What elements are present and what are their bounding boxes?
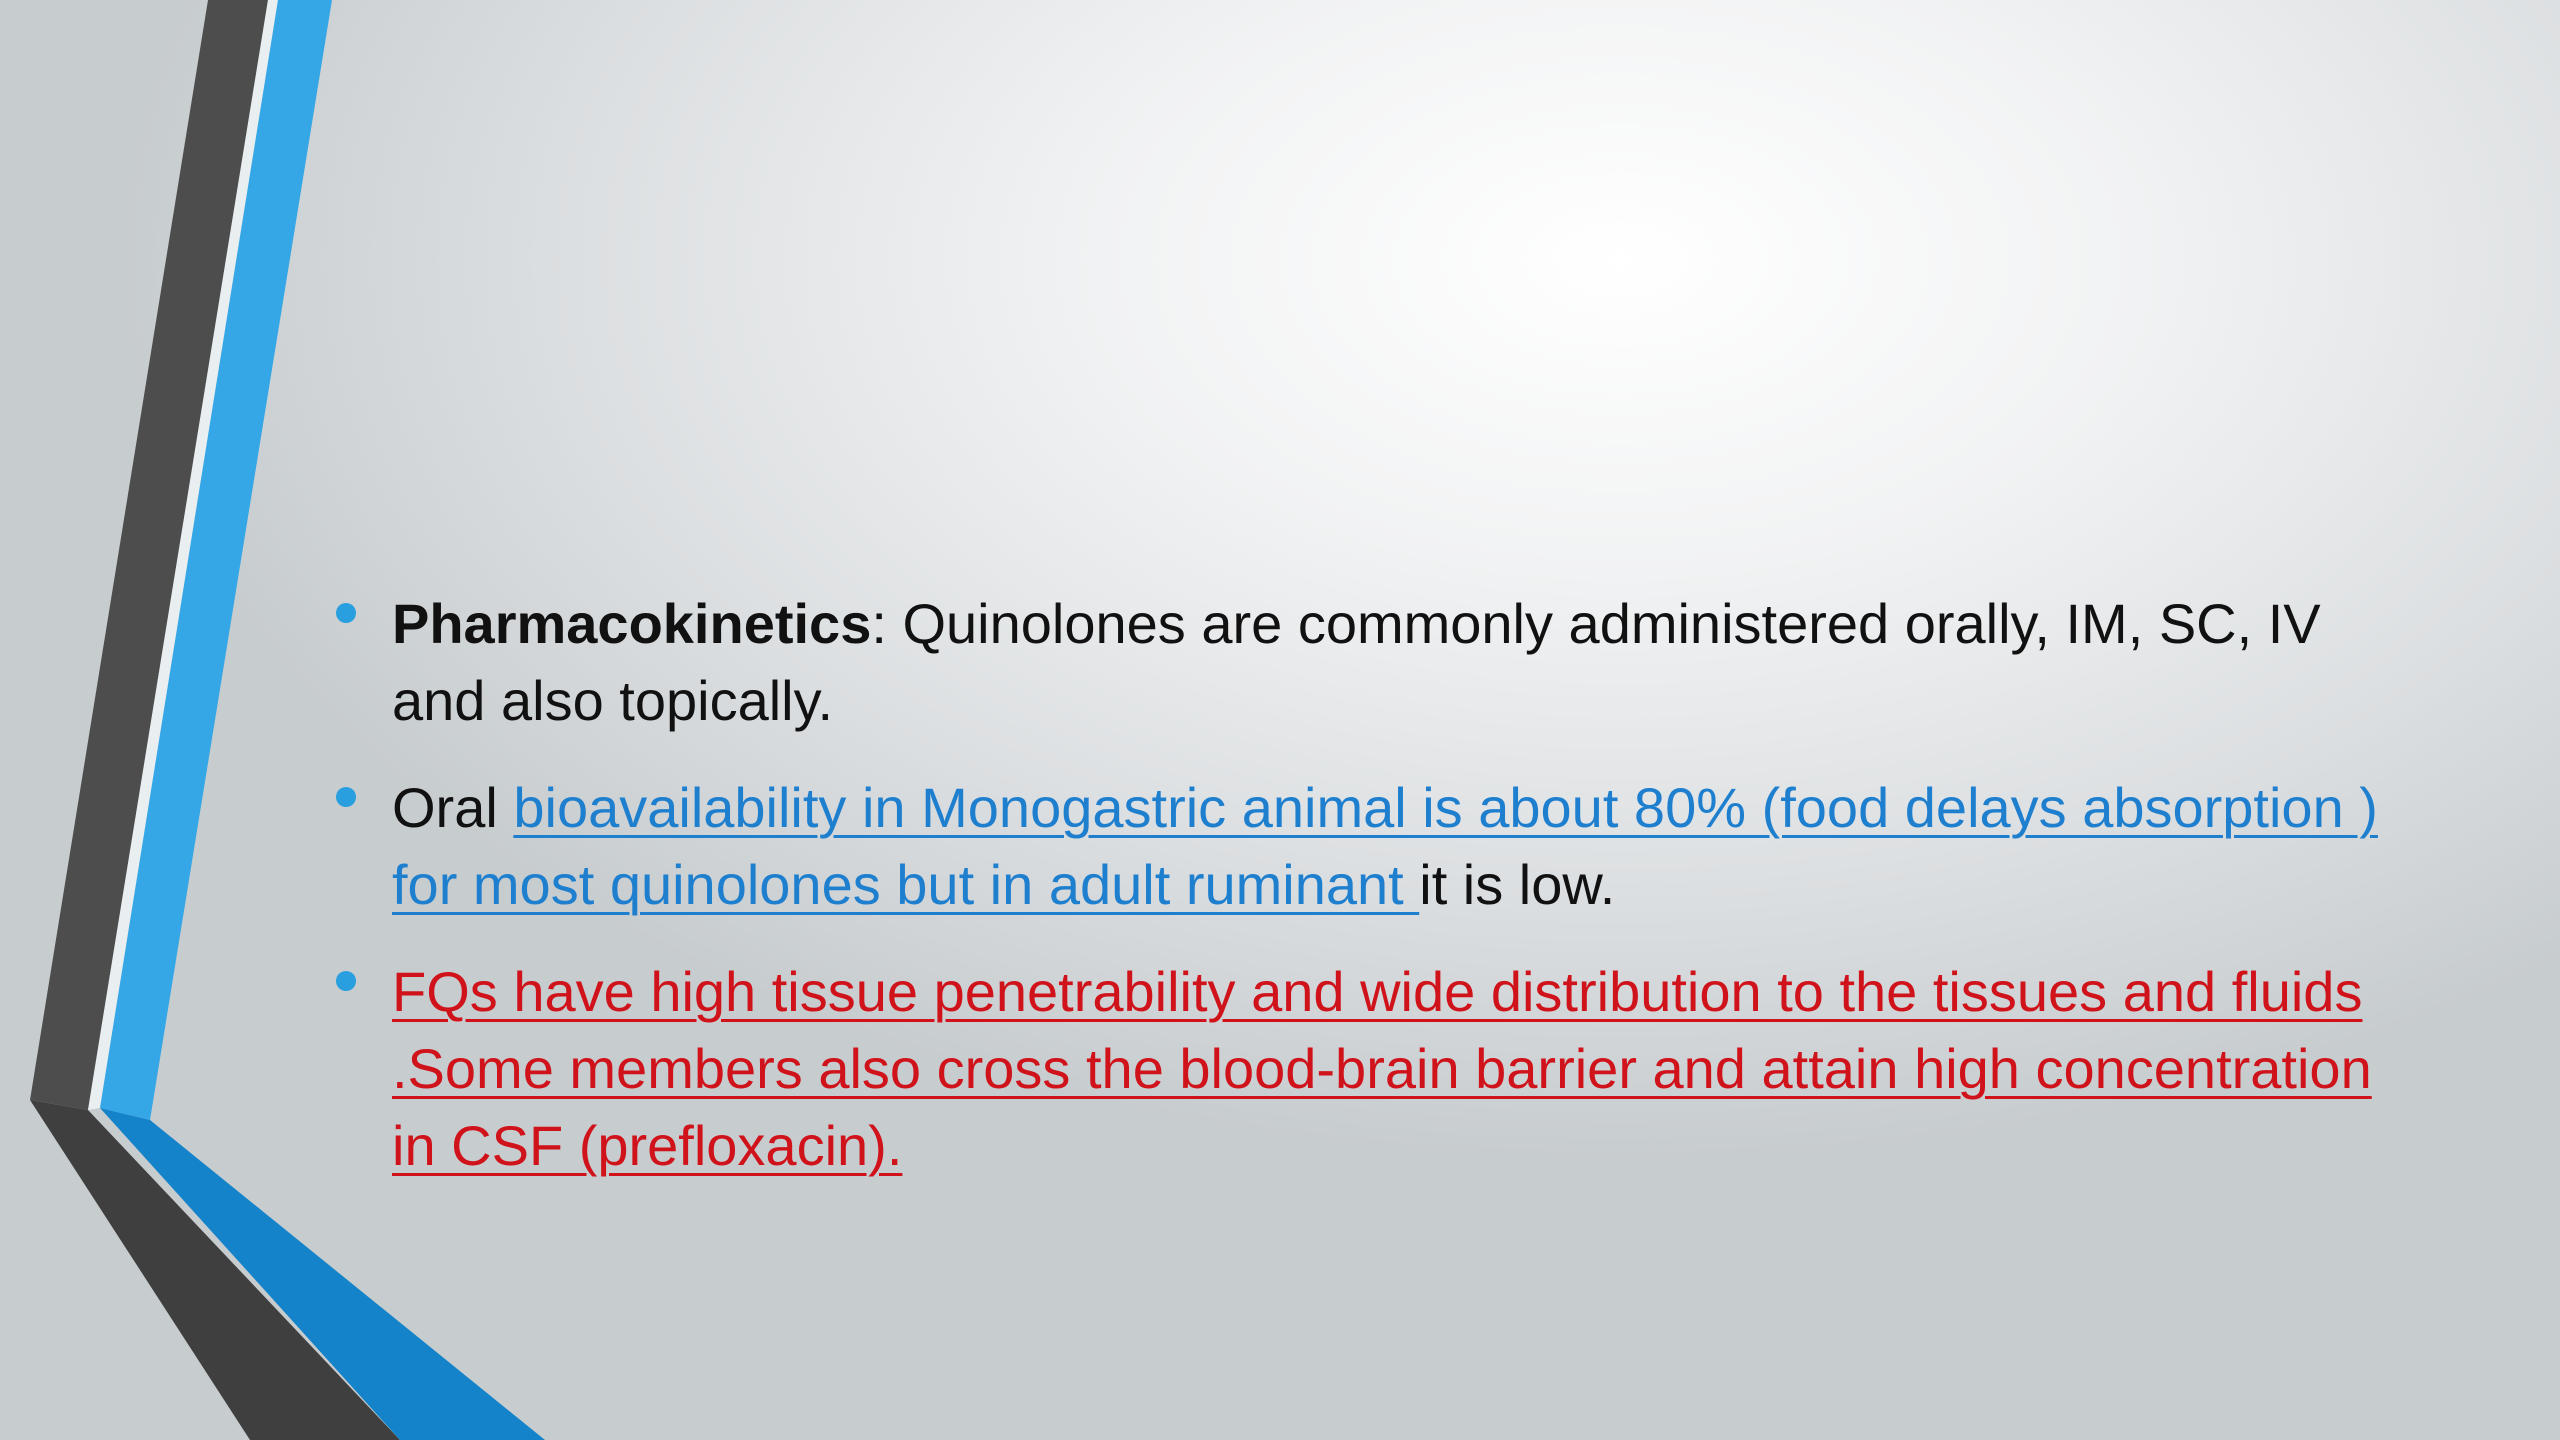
slide-body <box>330 585 2410 1214</box>
tissue-distribution-link[interactable]: FQs have high tissue penetrability and wide distribution to the tissues and fluids .Some members also cross the blood-brain barrier and attain high concentration in CSF (prefloxacin). <box>392 960 2372 1177</box>
bullet-dot-icon <box>336 603 356 623</box>
bullet-oral-bioavailability <box>330 769 2410 923</box>
bullet-list <box>330 585 2410 1184</box>
oral-tail-text: it is low. <box>1419 853 1616 916</box>
bullet-dot-icon <box>336 971 356 991</box>
bullet-tissue-distribution <box>330 953 2410 1184</box>
bullet-pharmacokinetics <box>330 585 2410 739</box>
oral-lead-text: Oral <box>392 776 514 839</box>
bioavailability-link[interactable]: bioavailability in Monogastric animal is about 80% (food delays absorption ) for most quinolones but in adult ruminant <box>392 776 2378 916</box>
term-pharmacokinetics: Pharmacokinetics <box>392 592 872 655</box>
pharmacokinetics-text: : Quinolones are commonly administered orally, IM, SC, IV and also topically. <box>392 592 2321 732</box>
bullet-dot-icon <box>336 787 356 807</box>
